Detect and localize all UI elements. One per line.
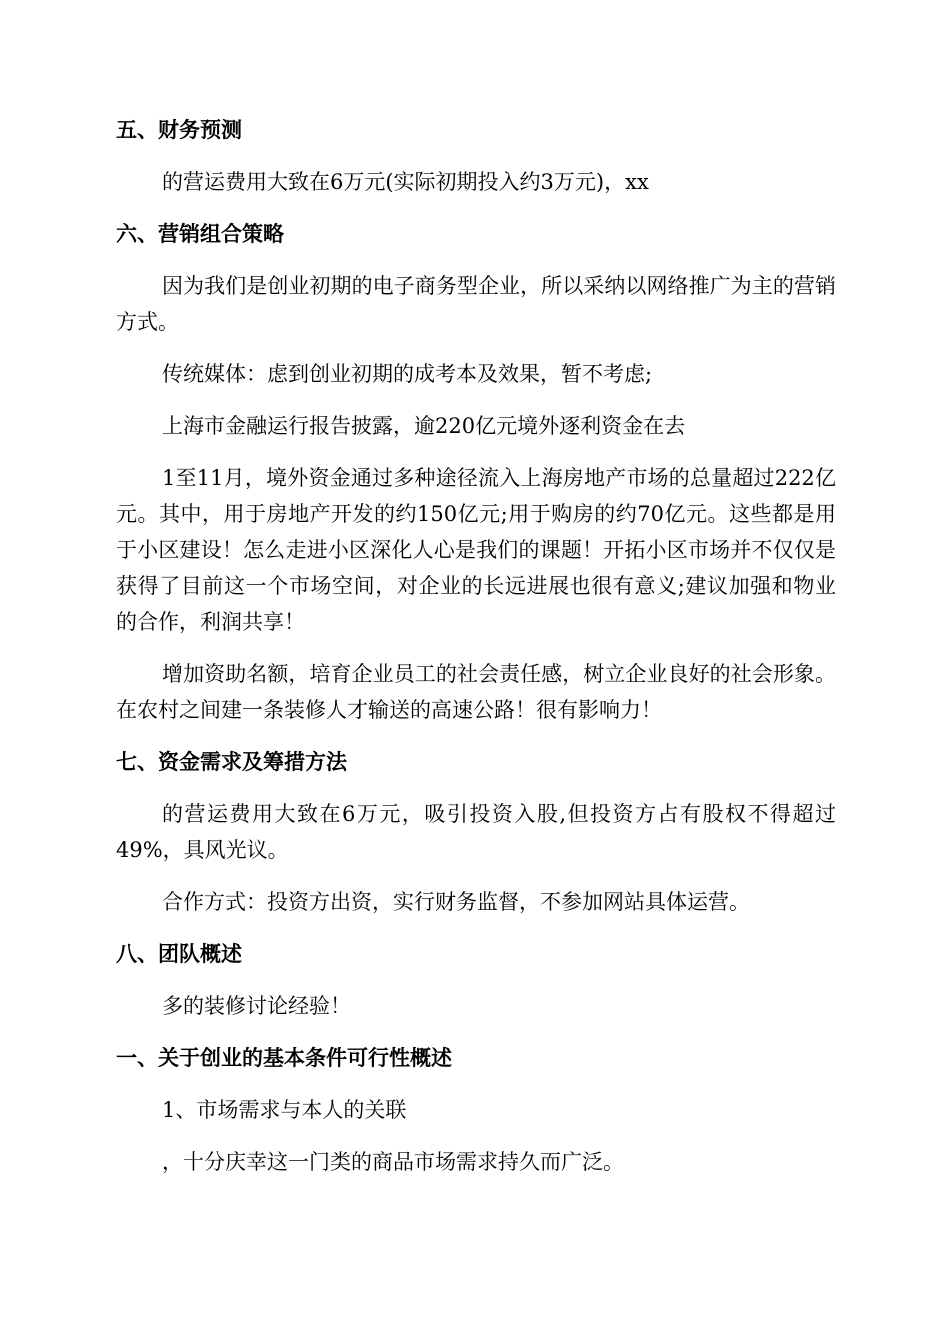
section-heading-team: 八、团队概述 xyxy=(116,942,242,966)
document-body xyxy=(116,112,836,1196)
paragraph: 1、市场需求与本人的关联 xyxy=(162,1098,407,1122)
paragraph: 传统媒体：虑到创业初期的成考本及效果，暂不考虑; xyxy=(162,362,653,386)
section-heading-marketing-strategy: 六、营销组合策略 xyxy=(116,222,284,246)
section-heading-funding: 七、资金需求及筹措方法 xyxy=(116,750,347,774)
paragraph: 因为我们是创业初期的电子商务型企业，所以采纳以网络推广为主的营销方式。 xyxy=(116,274,836,334)
section-heading-feasibility: 一、关于创业的基本条件可行性概述 xyxy=(116,1046,452,1070)
paragraph: 1至11月，境外资金通过多种途径流入上海房地产市场的总量超过222亿元。其中，用于房地产开发的约150亿元;用于购房的约70亿元。这些都是用于小区建设！怎么走进小区深化人心是我们的课题！开拓小区市场并不仅仅是获得了目前这一个市场空间，对企业的长远进展也很有意义;建议加强和物业的合作，利润共享！ xyxy=(116,466,836,634)
paragraph: ，十分庆幸这一门类的商品市场需求持久而广泛。 xyxy=(162,1150,624,1174)
paragraph: 的营运费用大致在6万元，吸引投资入股,但投资方占有股权不得超过49%，具风光议。 xyxy=(116,802,836,862)
paragraph: 合作方式：投资方出资，实行财务监督，不参加网站具体运营。 xyxy=(162,890,750,914)
paragraph: 上海市金融运行报告披露，逾220亿元境外逐利资金在去 xyxy=(162,414,686,438)
paragraph: 增加资助名额，培育企业员工的社会责任感，树立企业良好的社会形象。在农村之间建一条装修人才输送的高速公路！很有影响力！ xyxy=(116,662,836,722)
section-heading-financial-forecast: 五、财务预测 xyxy=(116,118,242,142)
paragraph: 的营运费用大致在6万元(实际初期投入约3万元)，xx xyxy=(162,170,649,194)
paragraph: 多的装修讨论经验！ xyxy=(162,994,351,1018)
